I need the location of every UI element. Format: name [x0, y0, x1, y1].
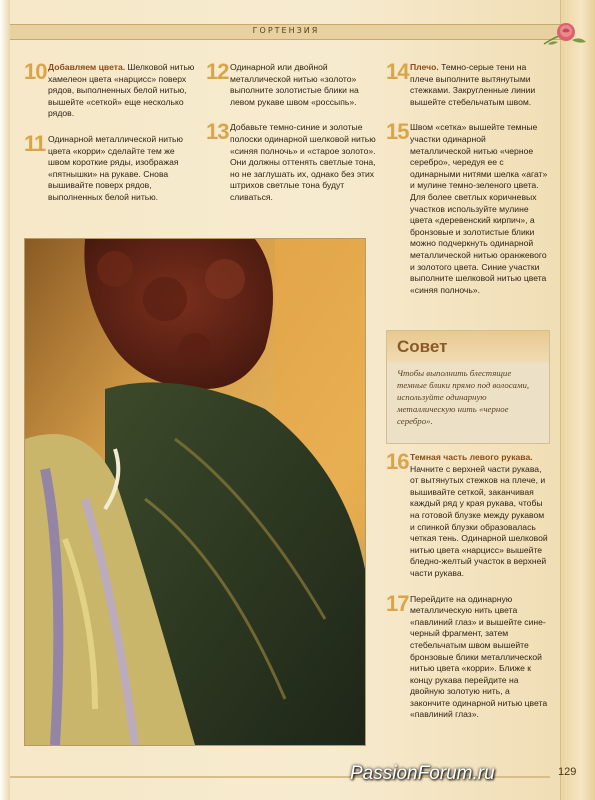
step-body: Одинарной или двойной металлической нитью «золото» выполните золотистые блики на левом рукаве швом «россыпь». — [230, 62, 359, 107]
step-text — [410, 122, 548, 296]
rose-icon — [542, 14, 588, 54]
step-15 — [386, 119, 548, 296]
step-number: 15 — [386, 119, 409, 145]
step-number: 17 — [386, 590, 409, 616]
step-number: 10 — [24, 59, 47, 84]
step-10 — [24, 59, 196, 120]
tip-text: Чтобы выполнить блестящие темные блики прямо под волосами, используйте одинарную металлическую нить «черное серебро». — [397, 368, 530, 426]
step-body: Швом «сетка» вышейте темные участки одинарной металлической нитью «черное серебро», чередуя ее с одинарными нитями шелка «агат» и мулине темно-зеленого цвета. Для более светлых коричневых участков используйте мулине цвета «деревенский кирпич», а бронзовые и золотистые блики можно подчеркнуть одинарной металлической нитью оранжевого и золотого цвета. Синие участки выполните шелковой нитью цвета «синяя полночь». — [410, 122, 548, 295]
step-number: 13 — [206, 119, 229, 145]
text-column-3 — [386, 59, 548, 310]
step-heading: Плечо. — [410, 62, 439, 72]
step-text — [48, 62, 196, 120]
step-body: Одинарной металлической нитью цвета «корри» сделайте тем же швом короткие ряды, изображая «пятнышки» на рукаве. Снова вышивайте поверх рядов, выполненных белой нитью. — [48, 133, 183, 202]
step-body: Добавьте темно-синие и золотые полоски одинарной шелковой нитью «синяя полночь» и «старое золото». Они должны оттенять светлые тона, но не заглушать их, однако без этих штрихов светлые тона будут сливаться. — [230, 122, 376, 202]
step-text — [410, 594, 548, 722]
text-column-2 — [206, 59, 376, 218]
step-body: Перейдите на одинарную металлическую нить цвета «павлиний глаз» и вышейте сине-черный фрагмент, затем стебельчатым швом вышейте бронзовые блики металлической нитью цвета «корри». Ближе к концу рукава перейдите на двойную золотую нить, а закончите одинарной нитью цвета «павлиний глаз». — [410, 593, 548, 720]
step-14 — [386, 59, 548, 108]
step-number: 11 — [24, 130, 46, 156]
right-decorative-stripe — [560, 0, 595, 800]
step-text — [410, 62, 548, 108]
step-12 — [206, 59, 376, 108]
text-column-3-lower — [386, 449, 548, 735]
step-heading: Темная часть левого рукава. — [410, 452, 533, 462]
step-text — [410, 452, 548, 580]
step-13 — [206, 119, 376, 203]
page-number: 129 — [558, 766, 577, 778]
watermark: PassionForum.ru — [350, 763, 495, 784]
step-body: Темно-серые тени на плече выполните вытянутыми стежками. Закругленные линии вышейте стебельчатым швом. — [410, 62, 536, 107]
step-16 — [386, 449, 548, 580]
step-17 — [386, 590, 548, 722]
step-heading: Добавляем цвета. — [48, 62, 126, 72]
step-11 — [24, 130, 196, 204]
step-body: Начните с верхней части рукава, от вытянутых стежков на плече, и вышивайте сеткой, заканчивая каждый ряд у края рукава, чтобы на готовой блузке между рукавом и спинкой блузки образовалась четкая тень. Одинарной шелковой нитью цвета «нарцисс» вышейте бледно-желтый участок в верхней части рукава. — [410, 463, 548, 578]
step-text — [230, 62, 376, 108]
step-text — [230, 122, 376, 203]
step-body: Шелковой нитью хамелеон цвета «нарцисс» поверх рядов, выполненных белой нитью, вышейте «сеткой» еще несколько рядов. — [48, 62, 195, 119]
page-edge — [0, 0, 10, 800]
embroidery-photo — [24, 238, 366, 746]
step-number: 14 — [386, 59, 409, 84]
tip-box — [386, 330, 550, 444]
step-number: 16 — [386, 449, 409, 474]
step-text — [48, 134, 196, 204]
tip-title: Совет — [397, 337, 448, 356]
text-column-1 — [24, 59, 196, 218]
section-title: ГОРТЕНЗИЯ — [252, 26, 320, 35]
step-number: 12 — [206, 59, 229, 84]
